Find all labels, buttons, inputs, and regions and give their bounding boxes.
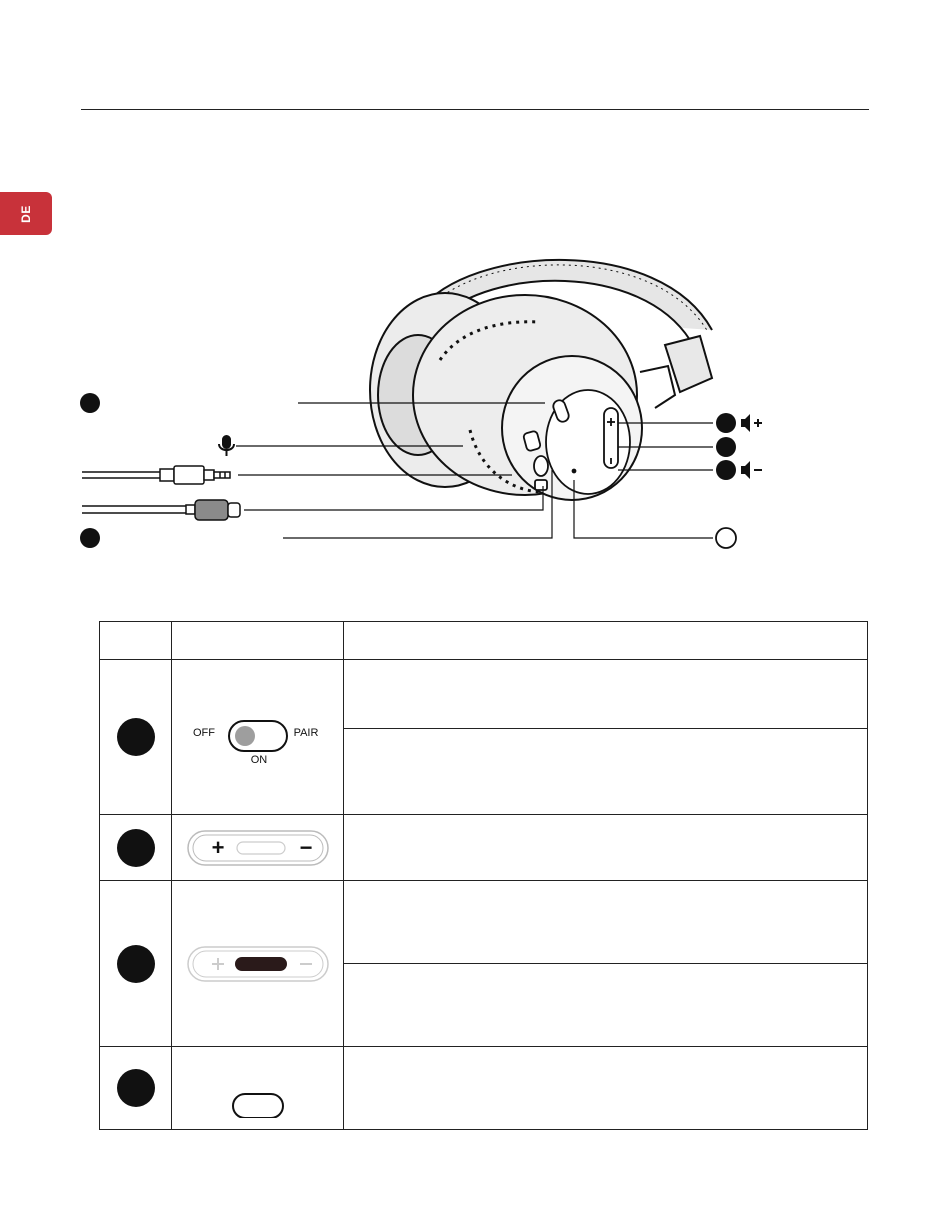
row-bullet [117,945,155,983]
row-number-cell [100,660,172,815]
header-rule [81,109,869,110]
header-cell-control [172,622,344,660]
switch-on-label: ON [250,754,268,766]
function-cell [344,660,868,729]
table-row [100,881,868,964]
microphone-icon [219,436,234,456]
function-cell [344,964,868,1047]
power-switch-icon [172,707,344,767]
header-cell-function [344,622,868,660]
table-row [100,660,868,729]
audio-cable-icon [82,466,230,484]
callout-bullet-multifunction [716,437,736,457]
volume-up-icon [741,414,762,432]
multifunction-button-icon [172,942,344,986]
eq-button-icon [172,1058,344,1118]
multifunction-illustration-cell [172,881,344,1047]
row-bullet [117,718,155,756]
function-cell [344,815,868,881]
language-tab[interactable] [0,192,52,235]
headphone-diagram [0,250,950,570]
callout-bullet-eq [80,528,100,548]
volume-minus-label: − [299,834,313,860]
row-number-cell [100,1047,172,1130]
row-bullet [117,829,155,867]
row-number-cell [100,815,172,881]
function-cell [344,881,868,964]
row-bullet [117,1069,155,1107]
controls-table [99,621,868,1130]
table-row [100,1047,868,1130]
switch-illustration-cell [172,660,344,815]
table-header-row [100,622,868,660]
eq-illustration-cell [172,1047,344,1130]
volume-down-icon [741,461,762,479]
header-cell-number [100,622,172,660]
volume-illustration-cell [172,815,344,881]
function-cell [344,1047,868,1130]
function-cell [344,729,868,815]
callout-bullet-switch [80,393,100,413]
callout-bullet-volume-up [716,413,736,433]
hinge [640,336,712,408]
usb-c-cable-icon [82,500,240,520]
volume-rocker-icon [172,826,344,870]
row-number-cell [100,881,172,1047]
language-tab-label: DE [18,204,33,223]
volume-plus-label: + [211,834,225,860]
switch-pair-label: PAIR [293,727,319,739]
callout-bullet-volume-down [716,460,736,480]
switch-off-label: OFF [193,727,215,739]
table-row [100,815,868,881]
callout-bullet-led [716,528,736,548]
